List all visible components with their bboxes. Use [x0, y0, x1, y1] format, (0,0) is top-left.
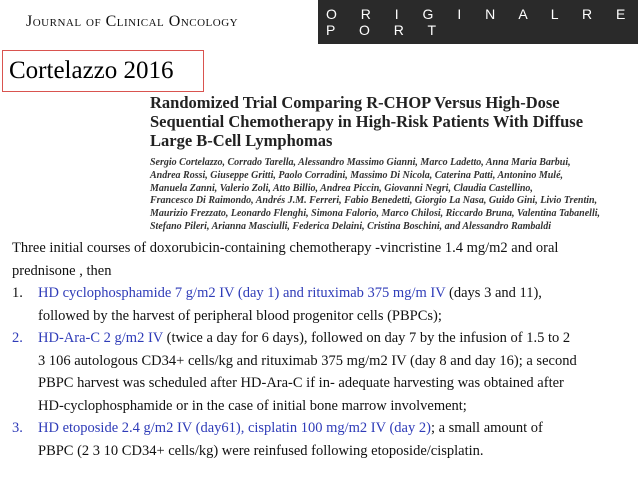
list-item-2 — [12, 327, 632, 350]
report-type-banner — [318, 0, 638, 44]
highlighted-regimen: HD-Ara-C 2 g/m2 IV — [38, 330, 163, 346]
journal-name-panel — [0, 0, 318, 44]
list-item-continuation: PBPC harvest was scheduled after HD-Ara-C if in- adequate harvesting was obtained after — [38, 375, 564, 391]
journal-header — [0, 0, 638, 44]
citation-tag-text: Cortelazzo 2016 — [9, 57, 174, 84]
highlighted-regimen: HD etoposide 2.4 g/m2 IV (day61), cisplatin 100 mg/m2 IV (day 2) — [38, 420, 431, 436]
article-title — [150, 93, 636, 150]
author-line: Andrea Rossi, Giuseppe Gritti, Paolo Corradini, Massimo Di Nicola, Caterina Patti, Antonino Mulé, — [150, 169, 564, 181]
list-number: 2. — [12, 330, 23, 346]
intro-line: prednisone , then — [12, 262, 112, 279]
author-list — [150, 157, 636, 234]
list-text: (twice a day for 6 days), followed on day 7 by the infusion of 1.5 to 2 — [162, 330, 571, 346]
report-type-label: O R I G I N A L R E P O R T — [326, 6, 636, 38]
list-number: 3. — [12, 420, 23, 436]
author-line: Sergio Cortelazzo, Corrado Tarella, Alessandro Massimo Gianni, Marco Ladetto, Anna Maria Barbui, — [150, 157, 571, 168]
author-line: Stefano Pileri, Arianna Masciulli, Federica Delaini, Cristina Boschini, and Alessandro Rambaldi — [150, 220, 551, 232]
citation-tag — [2, 50, 204, 92]
article-title-line: Large B-Cell Lymphomas — [150, 131, 333, 150]
journal-name: Journal of Clinical Oncology — [26, 13, 239, 30]
highlighted-regimen: HD cyclophosphamide 7 g/m2 IV (day 1) and rituximab 375 mg/m IV — [38, 285, 446, 301]
article-title-line: Randomized Trial Comparing R-CHOP Versus High-Dose — [150, 93, 560, 112]
author-line: Francesco Di Raimondo, Andrés J.M. Ferreri, Fabio Benedetti, Giorgio La Nasa, Guido Gini, Livio Trentin, — [150, 195, 598, 207]
article-title-line: Sequential Chemotherapy in High-Risk Patients With Diffuse — [150, 112, 584, 131]
list-item-3 — [12, 417, 632, 440]
list-text: (days 3 and 11), — [445, 285, 542, 301]
list-item-continuation: 3 106 autologous CD34+ cells/kg and rituximab 375 mg/m2 IV (day 8 and day 16); a second — [38, 352, 577, 369]
list-item-1 — [12, 282, 632, 305]
intro-line: Three initial courses of doxorubicin-containing chemotherapy -vincristine 1.4 mg/m2 and oral — [12, 240, 559, 256]
list-item-continuation: followed by the harvest of peripheral blood progenitor cells (PBPCs); — [38, 307, 442, 324]
list-number: 1. — [12, 285, 23, 301]
list-item-continuation: HD-cyclophosphamide or in the case of initial bone marrow involvement; — [38, 397, 467, 414]
list-text: ; a small amount of — [430, 420, 543, 436]
author-line: Maurizio Frezzato, Leonardo Flenghi, Simona Falorio, Marco Chilosi, Riccardo Bruna, Valentina Tabanelli, — [150, 208, 601, 220]
list-item-continuation: PBPC (2 3 10 CD34+ cells/kg) were reinfused following etoposide/cisplatin. — [38, 442, 484, 459]
author-line: Manuela Zanni, Valerio Zoli, Atto Billio, Andrea Piccin, Giovanni Negri, Claudia Castellino, — [150, 182, 533, 194]
protocol-description — [12, 237, 632, 462]
